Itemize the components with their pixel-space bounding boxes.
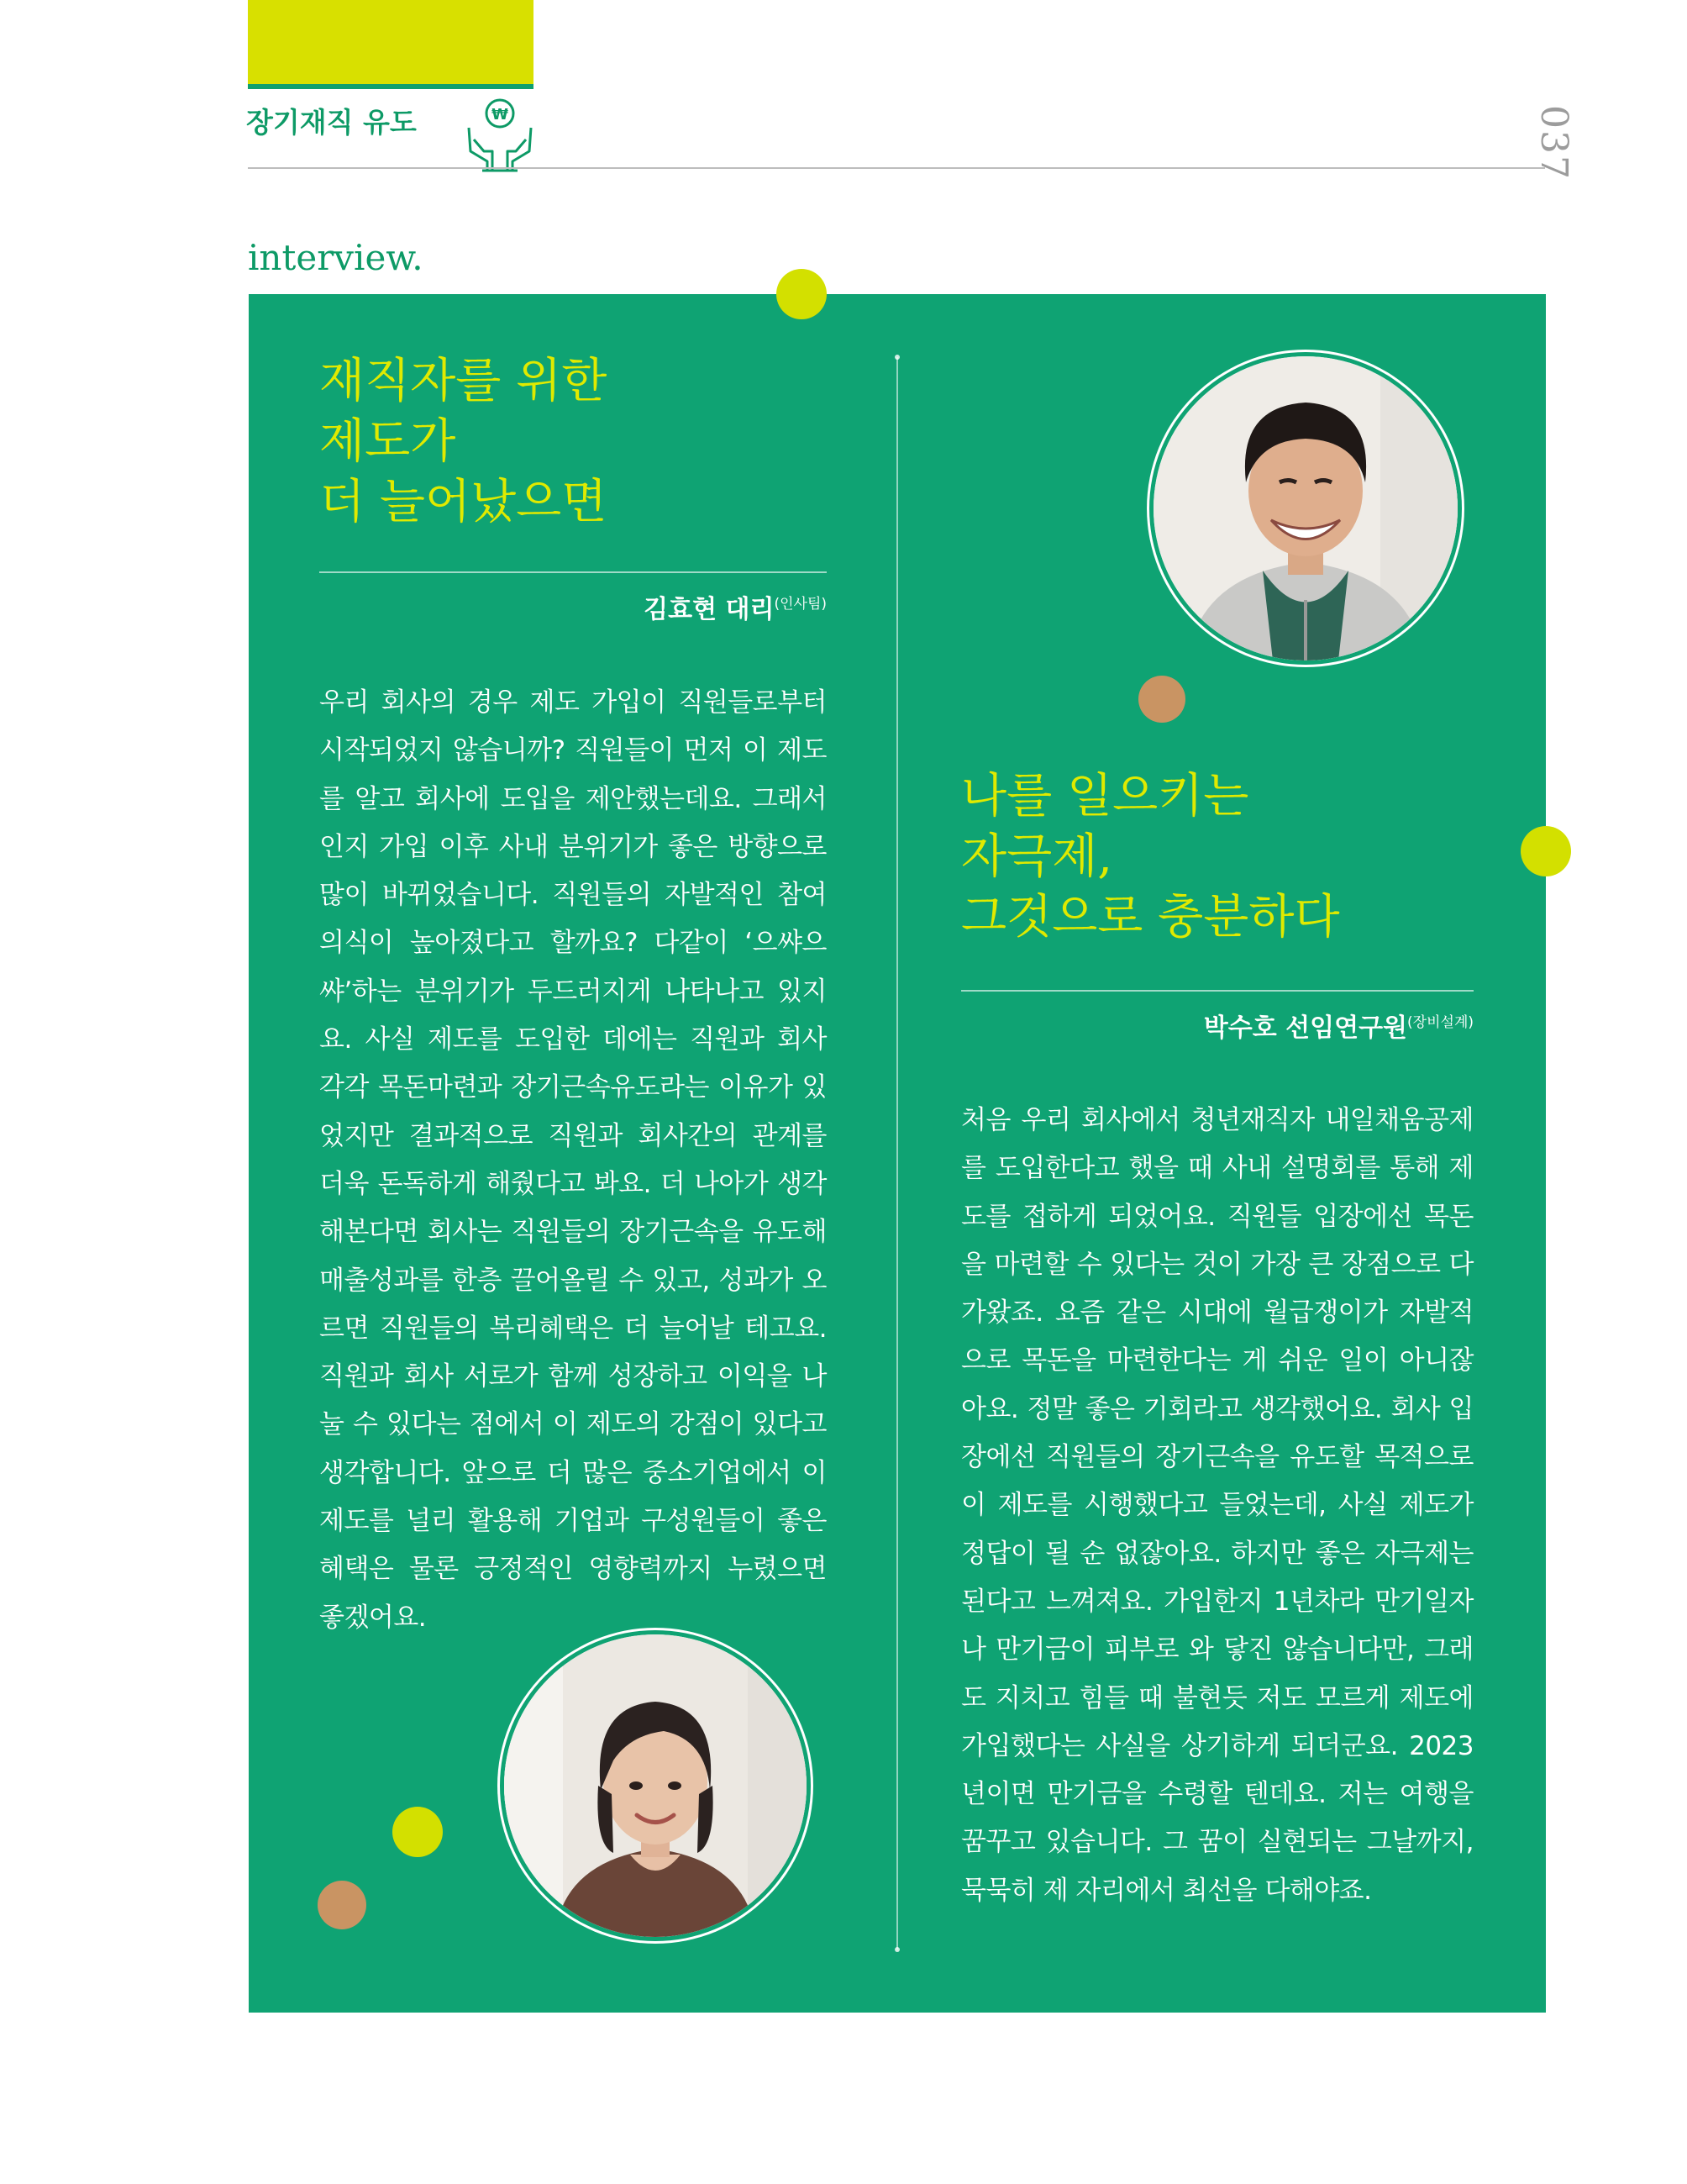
left-name-rule	[319, 571, 827, 573]
divider-top-cap	[895, 355, 900, 360]
right-headline: 나를 일으키는 자극제, 그것으로 충분하다	[961, 769, 1340, 945]
decor-dot-lime	[776, 269, 827, 319]
header-accent-line	[248, 84, 533, 89]
decor-dot-tan	[1138, 676, 1185, 723]
decor-dot-lime	[1521, 826, 1571, 876]
left-name: 김효현 대리	[644, 595, 775, 624]
left-interviewee-photo	[504, 1634, 807, 1937]
right-body-text: 처음 우리 회사에서 청년재직자 내일채움공제를 도입한다고 했을 때 사내 설명회를 통해 제도를 접하게 되었어요. 직원들 입장에선 목돈을 마련할 수 있다는 것이 가장 큰 장점으로 다가왔죠. 요즘 같은 시대에 월급쟁이가 자발적으로 목돈을 마련한다는 게 쉬운 일이 아니잖아요. 정말 좋은 기회라고 생각했어요. 회사 입장에선 직원들의 장기근속을 유도할 목적으로 이 제도를 시행했다고 들었는데, 사실 제도가 정답이 될 순 없잖아요. 하지만 좋은 자극제는 된다고 느껴져요. 가입한지 1년차라 만기일자나 만기금이 피부로 와 닿진 않습니다만, 그래도 지치고 힘들 때 불현듯 저도 모르게 제도에 가입했다는 사실을 상기하게 되더군요. 2023년이면 만기금을 수령할 텐데요. 저는 여행을 꿈꾸고 있습니다. 그 꿈이 실현되는 그날까지, 묵묵히 제 자리에서 최선을 다해야죠.	[961, 1105, 1474, 1906]
interview-label: interview.	[248, 237, 423, 278]
left-interviewee-name	[319, 588, 827, 625]
right-name-rule	[961, 990, 1474, 992]
left-body-text: 우리 회사의 경우 제도 가입이 직원들로부터 시작되었지 않습니까? 직원들이 먼저 이 제도를 알고 회사에 도입을 제안했는데요. 그래서인지 가입 이후 사내 분위기가 좋은 방향으로 많이 바뀌었습니다. 직원들의 자발적인 참여의식이 높아졌다고 할까요? 다같이 ‘으쌰으쌰’하는 분위기가 두드러지게 나타나고 있지요. 사실 제도를 도입한 데에는 직원과 회사 각각 목돈마련과 장기근속유도라는 이유가 있었지만 결과적으로 직원과 회사간의 관계를 더욱 돈독하게 해줬다고 봐요. 더 나아가 생각해본다면 회사는 직원들의 장기근속을 유도해 매출성과를 한층 끌어올릴 수 있고, 성과가 오르면 직원들의 복리혜택은 더 늘어날 테고요. 직원과 회사 서로가 함께 성장하고 이익을 나눌 수 있다는 점에서 이 제도의 강점이 있다고 생각합니다. 앞으로 더 많은 중소기업에서 이 제도를 널리 활용해 기업과 구성원들이 좋은 혜택은 물론 긍정적인 영향력까지 누렸으면 좋겠어요.	[319, 687, 827, 1633]
page-number: 037	[1532, 105, 1575, 181]
divider-bottom-cap	[895, 1947, 900, 1952]
header-color-bar	[248, 0, 533, 84]
right-name: 박수호 선임연구원	[1203, 1013, 1408, 1043]
right-interviewee-name	[961, 1007, 1474, 1044]
left-headline: 재직자를 위한 제도가 더 늘어났으면	[319, 354, 607, 529]
header-rule	[248, 167, 1545, 169]
decor-dot-lime	[392, 1807, 443, 1857]
decor-dot-tan	[318, 1881, 366, 1929]
right-dept: (장비설계)	[1407, 1014, 1474, 1031]
svg-text:₩: ₩	[491, 106, 508, 124]
section-title: 장기재직 유도	[246, 106, 417, 139]
right-interviewee-photo	[1154, 356, 1458, 660]
hands-coin-icon	[462, 92, 538, 172]
left-dept: (인사팀)	[774, 596, 827, 613]
column-divider	[896, 357, 898, 1950]
